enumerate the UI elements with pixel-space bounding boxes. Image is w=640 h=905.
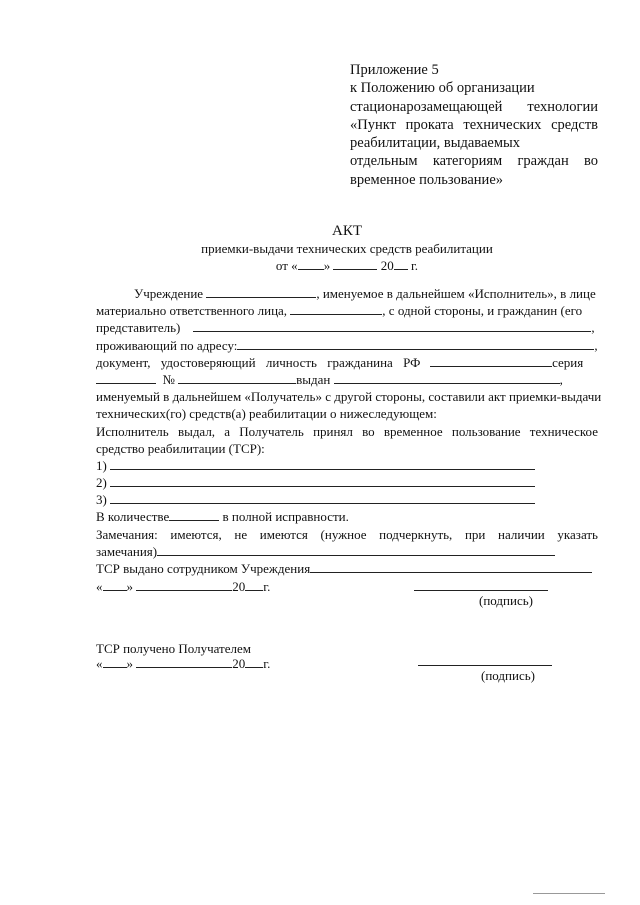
receiver-signature-label: (подпись)	[481, 668, 535, 683]
issued-by-field[interactable]	[334, 371, 560, 384]
residing-label: проживающий по адресу:	[96, 337, 238, 353]
appendix-line-5: реабилитации, выдаваемых	[350, 135, 521, 152]
comma-2: ,	[594, 337, 598, 353]
issue-month-field[interactable]	[136, 578, 232, 591]
issued-by-row	[96, 560, 598, 577]
document-field[interactable]	[430, 354, 552, 367]
appendix-header	[350, 61, 598, 189]
received-label: ТСР получено Получателем	[96, 641, 251, 656]
item-1-label: 1)	[96, 457, 107, 473]
receiver-signature-line[interactable]	[418, 665, 552, 666]
named-executor-text: , именуемое в дальнейшем «Исполнитель», в лице	[316, 286, 596, 301]
act-year-field[interactable]	[394, 257, 408, 270]
receiver-row: именуемый в дальнейшем «Получатель» с другой стороны, составили акт приемки-выдачи	[96, 389, 602, 405]
item-2-label: 2)	[96, 475, 107, 491]
issue-year: 20	[232, 579, 246, 594]
issued-label: выдан	[296, 371, 331, 387]
receive-year-suffix: г.	[263, 656, 271, 671]
act-date-year: 20	[380, 258, 394, 273]
receive-month-field[interactable]	[136, 655, 232, 668]
item-row-3	[96, 491, 598, 508]
responsible-row	[96, 302, 598, 319]
tsr-of-row: технических(го) средств(а) реабилитации о нижеследующем:	[96, 406, 437, 422]
comma-1: ,	[591, 320, 595, 336]
representative-label: представитель)	[96, 320, 181, 336]
issue-year-field[interactable]	[245, 578, 263, 591]
issue-close-quote: »	[126, 579, 133, 594]
act-subtitle: приемки-выдачи технических средств реабилитации	[201, 241, 493, 256]
responsible-person-field[interactable]	[290, 302, 382, 315]
institution-row	[96, 285, 598, 302]
act-body	[96, 285, 602, 577]
appendix-line-1: Приложение 5	[350, 62, 439, 78]
issue-year-suffix: г.	[263, 579, 271, 594]
receive-year: 20	[232, 656, 246, 671]
quantity-suffix: в полной исправности.	[222, 509, 349, 525]
address-field[interactable]	[237, 337, 594, 350]
tsr-means-row: средство реабилитации (ТСР):	[96, 440, 265, 456]
representative-row	[96, 319, 598, 336]
item-row-1	[96, 457, 598, 474]
item-3-label: 3)	[96, 492, 107, 508]
page-corner-line	[533, 893, 605, 894]
remarks-cont-row	[96, 543, 598, 560]
series-label: серия	[552, 354, 584, 370]
act-title: АКТ	[332, 223, 362, 239]
act-day-field[interactable]	[298, 257, 324, 270]
citizen-name-field[interactable]	[193, 319, 591, 332]
issue-date	[96, 578, 270, 595]
remarks-row: Замечания: имеются, не имеются (нужное подчеркнуть, при наличии указать	[96, 526, 598, 542]
act-date-prefix: от «	[275, 258, 298, 273]
series-field[interactable]	[96, 371, 156, 384]
issue-day-field[interactable]	[103, 578, 127, 591]
comma-3: ,	[559, 371, 563, 387]
executor-signature-label: (подпись)	[479, 593, 533, 608]
act-month-field[interactable]	[333, 257, 377, 270]
employee-field[interactable]	[310, 560, 592, 573]
receive-year-field[interactable]	[245, 655, 263, 668]
appendix-line-6: отдельным категориям граждан во	[350, 153, 598, 170]
appendix-line-2: к Положению об организации	[350, 80, 535, 97]
act-date-mid: »	[323, 258, 331, 273]
represented-by-text: материально ответственного лица,	[96, 303, 288, 319]
receive-day-field[interactable]	[103, 655, 127, 668]
appendix-line-7: временное пользование»	[350, 171, 504, 188]
number-field[interactable]	[178, 371, 296, 384]
document-label: документ, удостоверяющий личность гражданина РФ	[96, 354, 421, 370]
quantity-prefix: В количестве	[96, 509, 170, 525]
receive-date	[96, 655, 270, 672]
receive-open-quote: «	[96, 656, 103, 671]
item-2-field[interactable]	[110, 474, 535, 487]
item-row-2	[96, 474, 598, 491]
address-row	[96, 337, 598, 354]
executor-signature-line[interactable]	[414, 590, 548, 591]
issue-open-quote: «	[96, 579, 103, 594]
appendix-line-4: «Пункт проката технических средств	[350, 116, 598, 133]
item-3-field[interactable]	[110, 491, 535, 504]
appendix-line-3: стационарозамещающей технологии	[350, 98, 598, 115]
one-side-text: , с одной стороны, и гражданин (его	[382, 303, 583, 319]
quantity-row	[96, 508, 598, 525]
executor-gave-row: Исполнитель выдал, а Получатель принял во временное пользование техническое	[96, 423, 598, 439]
issued-by-label: ТСР выдано сотрудником Учреждения	[96, 561, 311, 576]
series-row	[96, 371, 598, 388]
receive-close-quote: »	[126, 656, 133, 671]
number-label: №	[162, 371, 175, 387]
act-date	[96, 257, 598, 274]
remarks-field[interactable]	[157, 543, 555, 556]
document-row	[96, 354, 598, 371]
institution-label: Учреждение	[134, 286, 204, 301]
remarks-cont-label: замечания)	[96, 543, 158, 559]
quantity-field[interactable]	[169, 508, 219, 521]
institution-field[interactable]	[206, 285, 316, 298]
act-date-suffix: г.	[410, 258, 419, 273]
item-1-field[interactable]	[110, 457, 535, 470]
